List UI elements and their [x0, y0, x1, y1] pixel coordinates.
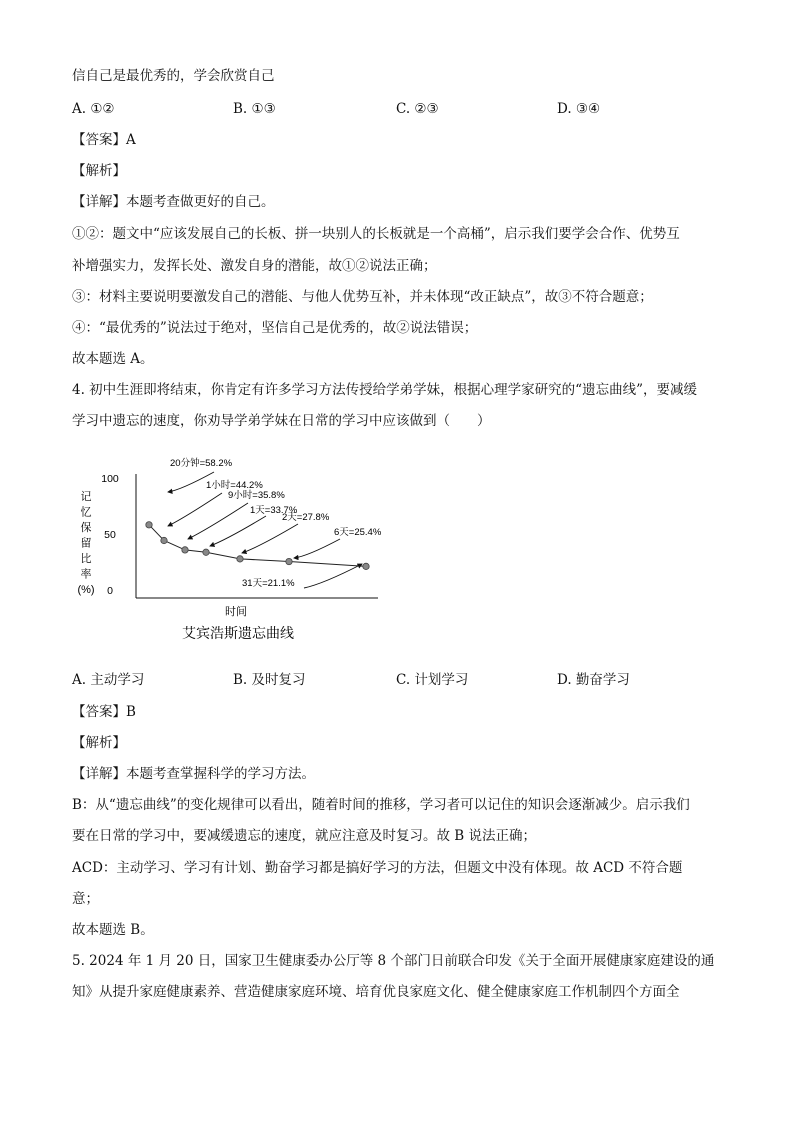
q4-option-a: A. 主动学习 — [72, 672, 145, 688]
point-label: 20分钟=58.2% — [170, 458, 233, 469]
y-axis-label-char: 比 — [80, 553, 92, 565]
q4-explanation-acd-1: ACD：主动学习、学习有计划、勤奋学习都是搞好学习的方法，但题文中没有体现。故 ACD 不符合题 — [72, 860, 683, 876]
q3-option-a: A. ①② — [72, 101, 115, 117]
q4-explanation-acd-2: 意； — [72, 891, 99, 907]
y-axis-label-char: 率 — [80, 568, 92, 581]
q4-explanation-b-2: 要在日常的学习中，要减缓遗忘的速度，就应注意及时复习。故 B 说法正确； — [72, 828, 537, 844]
q4-explanation-b-1: B：从“遗忘曲线”的变化规律可以看出，随着时间的推移，学习者可以记住的知识会逐渐减少。启示我们 — [72, 797, 690, 813]
q4-detail: 【详解】本题考查掌握科学的学习方法。 — [72, 766, 315, 782]
curve-point — [363, 563, 369, 569]
q3-detail: 【详解】本题考查做更好的自己。 — [72, 194, 275, 210]
q5-stem-line-1: 5. 2024 年 1 月 20 日，国家卫生健康委办公厅等 8 个部门日前联合印发《关于全面开展健康家庭建设的通 — [72, 953, 715, 969]
q3-explanation-1a: ①②：题文中“应该发展自己的长板、拼一块别人的长板就是一个高桶”，启示我们要学会合作、优势互 — [72, 226, 680, 242]
q3-conclusion: 故本题选 A。 — [72, 351, 154, 367]
q4-option-d: D. 勤奋学习 — [557, 672, 630, 688]
callout-arrow — [242, 524, 298, 553]
q5-stem-line-2: 知》从提升家庭健康素养、营造健康家庭环境、培育优良家庭文化、健全健康家庭工作机制四个方面全 — [72, 984, 680, 1000]
q3-analysis-heading: 【解析】 — [72, 163, 126, 179]
q4-option-c: C. 计划学习 — [396, 672, 469, 688]
q3-answer: 【答案】A — [72, 132, 136, 148]
q4-answer: 【答案】B — [72, 704, 136, 720]
curve-point — [161, 537, 167, 543]
point-label: 2天=27.8% — [282, 512, 330, 523]
point-label: 6天=25.4% — [334, 527, 382, 538]
chart-title: 艾宾浩斯遗忘曲线 — [182, 625, 294, 641]
curve-point — [237, 556, 243, 562]
q4-stem-line-1: 4. 初中生涯即将结束，你肯定有许多学习方法传授给学弟学妹，根据心理学家研究的“遗忘曲线”，要减缓 — [72, 382, 697, 398]
point-label: 1天=33.7% — [250, 505, 298, 516]
q4-option-b: B. 及时复习 — [233, 672, 306, 688]
callout-arrow — [304, 564, 362, 588]
q3-option-c: C. ②③ — [396, 101, 439, 117]
q3-option-d: D. ③④ — [557, 101, 601, 117]
y-tick-label: 100 — [101, 473, 119, 485]
y-axis-label-char: 记 — [80, 491, 92, 503]
y-tick-label: 0 — [107, 585, 113, 597]
forgetting-curve-chart — [72, 452, 402, 650]
q3-explanation-2: ③：材料主要说明要激发自己的潜能、与他人优势互补，并未体现“改正缺点”，故③不符合题意； — [72, 289, 653, 305]
q4-conclusion: 故本题选 B。 — [72, 922, 154, 938]
q3-explanation-3: ④：“最优秀的”说法过于绝对，坚信自己是优秀的，故②说法错误； — [72, 320, 478, 336]
x-axis-label: 时间 — [225, 606, 247, 618]
curve-point — [286, 558, 292, 564]
callout-arrow — [294, 539, 340, 558]
q4-stem-line-2: 学习中遗忘的速度，你劝导学弟学妹在日常的学习中应该做到（ ） — [72, 413, 491, 429]
curve-point — [203, 549, 209, 555]
point-label: 1小时=44.2% — [206, 480, 263, 491]
y-axis-label-char: 留 — [80, 537, 92, 550]
q3-tail: 信自己是最优秀的，学会欣赏自己 — [72, 68, 275, 84]
q3-explanation-1b: 补增强实力，发挥长处、激发自身的潜能，故①②说法正确； — [72, 258, 437, 274]
point-label: 31天=21.1% — [242, 578, 295, 589]
y-axis-label-char: 忆 — [80, 506, 92, 519]
curve-point — [182, 547, 188, 553]
q3-option-b: B. ①③ — [233, 101, 276, 117]
y-axis-label-char: (%) — [77, 584, 95, 596]
point-label: 9小时=35.8% — [228, 490, 285, 501]
callout-arrow — [210, 516, 266, 546]
curve-point — [146, 522, 152, 528]
q4-analysis-heading: 【解析】 — [72, 735, 126, 751]
y-axis-label-char: 保 — [80, 522, 92, 534]
callout-arrow — [168, 493, 222, 526]
y-tick-label: 50 — [104, 529, 116, 541]
callout-arrow — [188, 503, 248, 539]
